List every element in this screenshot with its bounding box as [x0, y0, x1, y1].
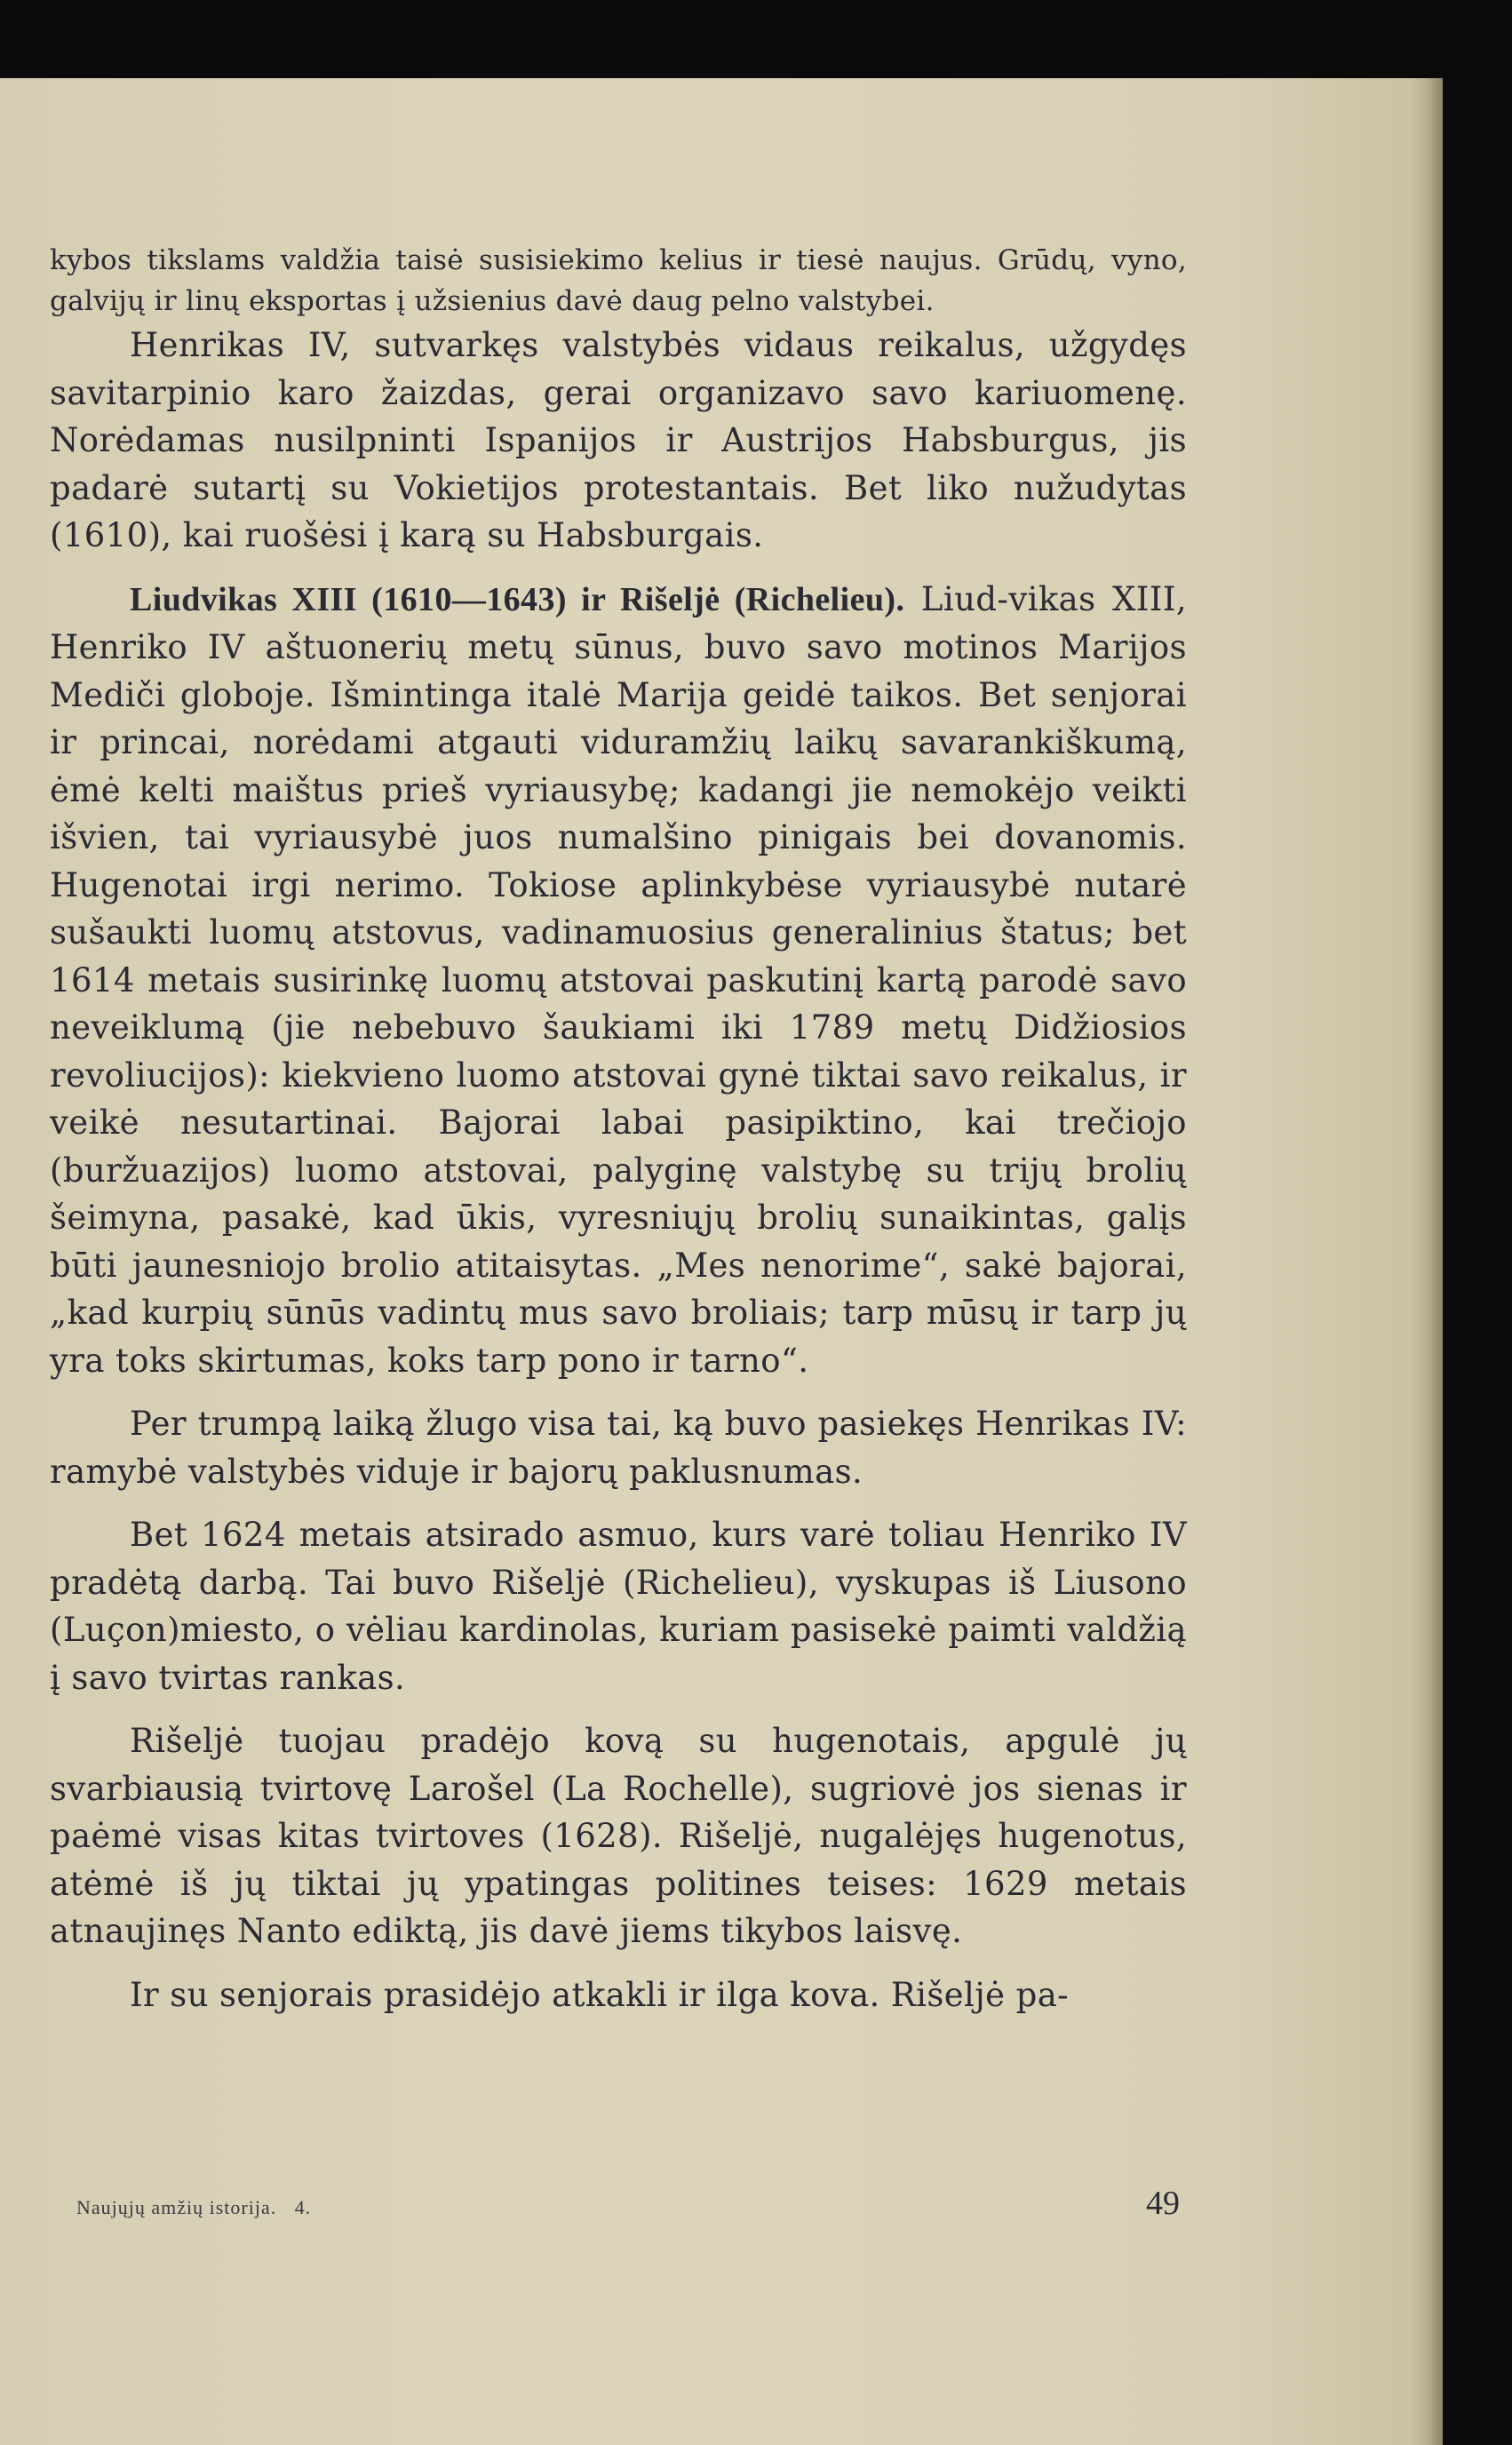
paragraph-5: Bet 1624 metais atsirado asmuo, kurs varė toliau Henriko IV pradėtą darbą. Tai buvo Rišeljė (Richelieu), vyskupas iš Liusono (Luçon)miesto, o vėliau kardinolas, kuriam pasisekė paimti valdžią į savo tvirtas rankas.	[50, 1516, 1187, 1697]
footer-sheet-number: 4.	[294, 2196, 312, 2218]
page-number: 49	[1146, 2185, 1180, 2222]
paragraph-1: kybos tikslams valdžia taisė susisiekimo kelius ir tiesė naujus. Grūdų, vyno, galvijų ir linų eksportas į užsienius davė daug pelno valstybei.	[50, 244, 1187, 317]
page-edge	[1411, 78, 1443, 2445]
footer-signature-title: Naujųjų amžių istorija.	[76, 2196, 277, 2218]
section-heading: Liudvikas XIII (1610—1643) ir Rišeljė (Richelieu).	[130, 580, 905, 618]
page-body	[50, 240, 1187, 2019]
paragraph-4: Per trumpą laiką žlugo visa tai, ką buvo pasiekęs Henrikas IV: ramybė valstybės viduje ir bajorų paklusnumas.	[50, 1405, 1187, 1491]
section-heading-tail: Liud-	[920, 579, 1009, 618]
paragraph-3-text: vikas XIII, Henriko IV aštuonerių metų sūnus, buvo savo motinos Marijos Mediči globoje. Išmintinga italė Marija geidė taikos. Bet senjorai ir princai, norėdami atgauti viduramžių laikų savarankiškumą, ėmė kelti maištus prieš vyriausybę; kadangi jie nemokėjo veikti išvien, tai vyriausybė juos numalšino pinigais bei dovanomis. Hugenotai irgi nerimo. Tokiose aplinkybėse vyriausybė nutarė sušaukti luomų atstovus, vadinamuosius generalinius štatus; bet 1614 metais susirinkę luomų atstovai paskutinį kartą parodė savo neveiklumą (jie nebebuvo šaukiami iki 1789 metų Didžiosios revoliucijos): kiekvieno luomo atstovai gynė tiktai savo reikalus, ir veikė nesutartinai. Bajorai labai pasipiktino, kai trečiojo (buržuazijos) luomo atstovai, palyginę valstybę su trijų brolių šeimyna, pasakė, kad ūkis, vyresniųjų brolių sunaikintas, galįs būti jaunesniojo brolio atitaisytas. „Mes nenorime“, sakė bajorai, „kad kurpių sūnūs vadintų mus savo broliais; tarp mūsų ir tarp jų yra toks skirtumas, koks tarp pono ir tarno“.	[50, 579, 1187, 1380]
paragraph-3	[50, 576, 1187, 1385]
footer-signature	[76, 2196, 311, 2219]
paragraph-2: Henrikas IV, sutvarkęs valstybės vidaus reikalus, užgydęs savitarpinio karo žaizdas, gerai organizavo savo kariuomenę. Norėdamas nusilpninti Ispanijos ir Austrijos Habsburgus, jis padarė sutartį su Vokietijos protestantais. Bet liko nužudytas (1610), kai ruošėsi į karą su Habsburgais.	[50, 326, 1187, 554]
paragraph-6: Rišeljė tuojau pradėjo kovą su hugenotais, apgulė jų svarbiausią tvirtovę Larošel (La Rochelle), sugriovė jos sienas ir paėmė visas kitas tvirtoves (1628). Rišeljė, nugalėjęs hugenotus, atėmė iš jų tiktai jų ypatingas politines teises: 1629 metais atnaujinęs Nanto ediktą, jis davė jiems tikybos laisvę.	[50, 1722, 1187, 1950]
paragraph-7: Ir su senjorais prasidėjo atkakli ir ilga kova. Rišeljė pa-	[130, 1975, 1070, 2014]
